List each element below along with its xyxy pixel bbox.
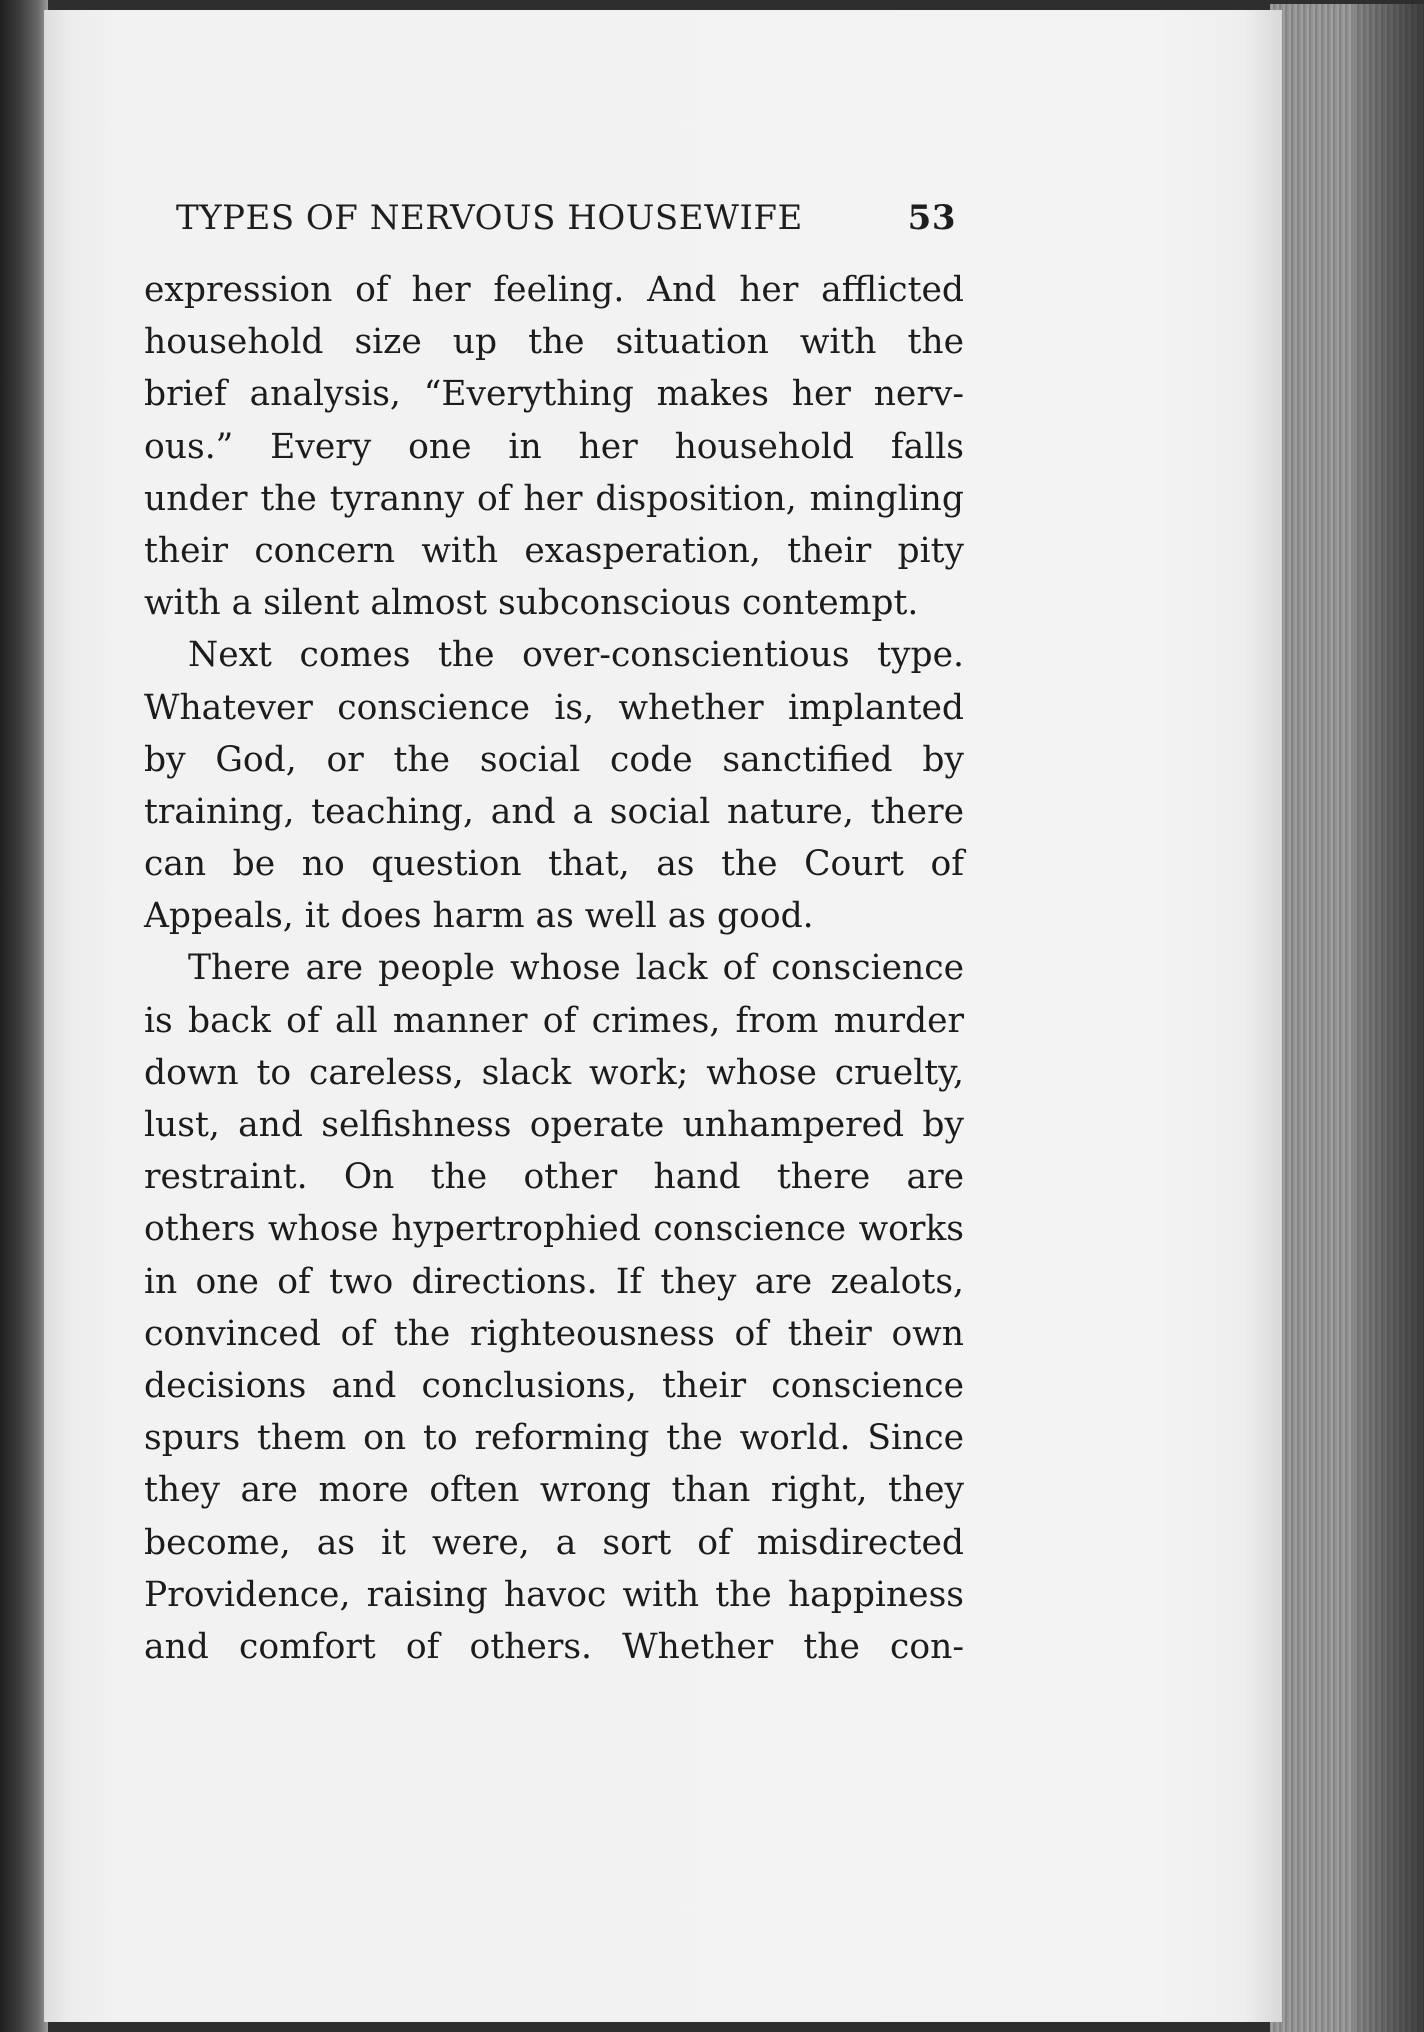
text-line: decisions and conclusions, their conscience: [144, 1365, 964, 1406]
text-line: Providence, raising havoc with the happiness: [144, 1574, 964, 1615]
text-line: by God, or the social code sanctified by: [144, 739, 964, 780]
text-line: household size up the situation with the: [144, 322, 964, 363]
text-line: and comfort of others. Whether the con-: [144, 1626, 964, 1667]
body-text: [144, 264, 964, 1673]
page-number: 53: [907, 198, 956, 238]
text-line: others whose hypertrophied conscience works: [144, 1209, 964, 1250]
running-title: TYPES OF NERVOUS HOUSEWIFE: [176, 198, 803, 238]
text-line: with a silent almost subconscious contempt.: [144, 583, 919, 624]
page-header: [176, 198, 956, 254]
text-line: brief analysis, “Everything makes her nerv-: [144, 374, 964, 415]
page-stack-edge: [1270, 4, 1424, 2032]
text-line: ous.” Every one in her household falls: [144, 426, 964, 467]
text-line: restraint. On the other hand there are: [144, 1157, 964, 1198]
text-line: training, teaching, and a social nature, there: [144, 791, 964, 832]
text-line: can be no question that, as the Court of: [144, 844, 964, 885]
text-line: in one of two directions. If they are zealots,: [144, 1261, 964, 1302]
text-line: Appeals, it does harm as well as good.: [144, 896, 814, 937]
text-line: There are people whose lack of conscience: [188, 948, 964, 989]
text-line: lust, and selfishness operate unhampered by: [144, 1105, 964, 1145]
text-line: expression of her feeling. And her afflicted: [144, 270, 964, 310]
text-line: they are more often wrong than right, they: [144, 1470, 964, 1511]
text-line: spurs them on to reforming the world. Since: [144, 1418, 964, 1459]
text-line: their concern with exasperation, their pity: [144, 530, 964, 571]
text-line: is back of all manner of crimes, from murder: [144, 1000, 964, 1041]
text-line: convinced of the righteousness of their own: [144, 1313, 964, 1354]
text-line: under the tyranny of her disposition, mingling: [144, 478, 964, 519]
text-line: down to careless, slack work; whose cruelty,: [144, 1052, 964, 1093]
text-line: Next comes the over-conscientious type.: [188, 635, 964, 676]
text-line: become, as it were, a sort of misdirected: [144, 1522, 964, 1563]
text-line: Whatever conscience is, whether implanted: [144, 687, 964, 728]
book-binding-edge: [0, 0, 48, 2032]
